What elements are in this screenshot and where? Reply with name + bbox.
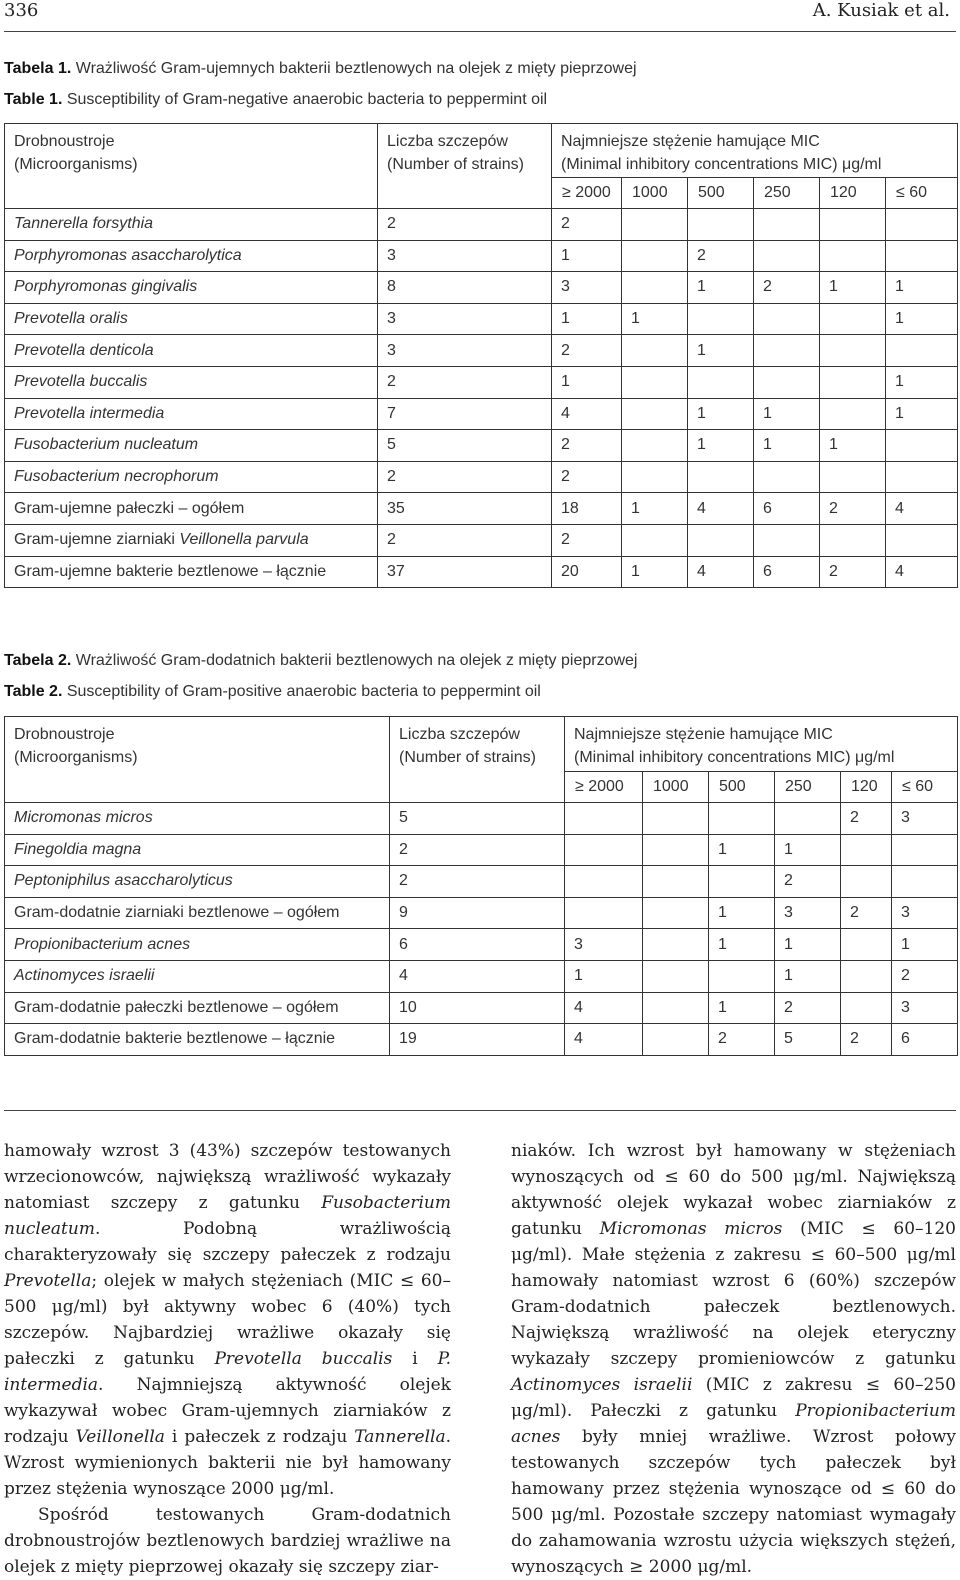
strain-count: 2 [378, 366, 552, 398]
organism-name: Gram-dodatnie pałeczki beztlenowe – ogółem [5, 992, 390, 1024]
mic-value [643, 960, 709, 992]
mic-value [709, 960, 775, 992]
mic-value [892, 834, 958, 866]
mic-value [688, 461, 754, 493]
strain-count: 3 [378, 240, 552, 272]
organism-name: Finegoldia magna [5, 834, 390, 866]
mic-value [565, 866, 643, 898]
mic-value [841, 834, 892, 866]
organism-name: Prevotella oralis [5, 303, 378, 335]
mic-value: 1 [892, 929, 958, 961]
mic-value: 1 [688, 335, 754, 367]
body-text-span: ; olejek w małych stężeniach (MIC ≤ 60–500 μg/ml) był aktywny wobec 6 (40%) tych szczepów. Najbardziej wrażliwe okazały się pałeczki z gatunku [4, 1271, 451, 1369]
strain-count: 4 [390, 960, 565, 992]
mic-value [622, 209, 688, 241]
mic-value [820, 209, 886, 241]
mic-value [886, 461, 958, 493]
mic-value: 3 [892, 897, 958, 929]
strain-count: 3 [378, 303, 552, 335]
mic-value: 4 [552, 398, 622, 430]
mic-value [886, 430, 958, 462]
strain-count: 2 [390, 834, 565, 866]
table-row [5, 272, 958, 304]
table-row [5, 556, 958, 588]
running-header [0, 0, 960, 22]
organism-name-text: Gram-ujemne ziarniaki [14, 531, 180, 549]
mic-value: 2 [820, 493, 886, 525]
mic-value: 1 [622, 556, 688, 588]
strain-count: 35 [378, 493, 552, 525]
mic-value: 2 [841, 1024, 892, 1056]
table-row [5, 1024, 958, 1056]
mic-value: 3 [775, 897, 841, 929]
mic-value [565, 803, 643, 835]
strain-count: 6 [390, 929, 565, 961]
mic-value [622, 430, 688, 462]
organism-name: Peptoniphilus asaccharolyticus [5, 866, 390, 898]
mic-value: 1 [886, 366, 958, 398]
header-text: Najmniejsze stężenie hamujące MIC [574, 726, 833, 743]
strain-count: 3 [378, 335, 552, 367]
body-text-span: (MIC ≤ 60–120 μg/ml). Małe stężenia z zakresu ≤ 60–500 μg/ml hamowały natomiast wzrost 6 (60%) szczepów Gram-dodatnich pałeczek beztlenowych. Największą wrażliwość na olejek eteryczny wykazały szczepy promieniowców z gatunku [511, 1219, 956, 1369]
table2-title-pl: Wrażliwość Gram-dodatnich bakterii beztlenowych na olejek z mięty pieprzowej [75, 652, 638, 669]
mic-value: 5 [775, 1024, 841, 1056]
strain-count: 37 [378, 556, 552, 588]
body-paragraph [4, 1138, 451, 1502]
header-text: Liczba szczepów [399, 726, 520, 743]
mic-value [688, 209, 754, 241]
mic-value [886, 240, 958, 272]
mic-value: 2 [552, 430, 622, 462]
mic-value: 1 [552, 366, 622, 398]
mic-value: 4 [688, 493, 754, 525]
header-text: Liczba szczepów [387, 133, 508, 150]
organism-name: Prevotella buccalis [5, 366, 378, 398]
header-text: (Number of strains) [399, 749, 536, 766]
mic-level-header: 500 [709, 772, 775, 803]
organism-name: Tannerella forsythia [5, 209, 378, 241]
mic-value: 1 [565, 960, 643, 992]
header-text: (Minimal inhibitory concentrations MIC) μg/ml [574, 749, 895, 766]
mic-value: 1 [775, 834, 841, 866]
mic-level-header: 250 [754, 178, 820, 209]
body-text-span: Prevotella [4, 1271, 92, 1291]
mic-value: 2 [775, 992, 841, 1024]
body-text-span: . Podobną wrażliwością charakteryzowały się szczepy pałeczek z rodzaju [4, 1219, 451, 1265]
body-text-span: Spośród testowanych Gram-dodatnich drobnoustrojów beztlenowych bardziej wrażliwe na olejek z mięty pieprzowej okazały się szczepy ziar- [4, 1505, 451, 1577]
mic-value [754, 461, 820, 493]
body-text-span: P. intermedia [4, 1349, 451, 1395]
organism-name: Fusobacterium nucleatum [5, 430, 378, 462]
mic-value [820, 303, 886, 335]
table-row [5, 866, 958, 898]
body-rule [4, 1110, 956, 1111]
table-row [5, 240, 958, 272]
organism-name: Gram-ujemne bakterie beztlenowe – łącznie [5, 556, 378, 588]
body-text-span: Prevotella buccalis [214, 1349, 393, 1369]
mic-value: 1 [552, 240, 622, 272]
table1-header-mic [552, 124, 958, 178]
mic-value [565, 834, 643, 866]
body-text-span: . Najmniejszą aktywność olejek wykazywał wobec Gram-ujemnych ziarniaków z rodzaju [4, 1375, 451, 1447]
mic-value [820, 240, 886, 272]
strain-count: 2 [378, 209, 552, 241]
table-row [5, 524, 958, 556]
mic-value: 1 [552, 303, 622, 335]
mic-value [565, 897, 643, 929]
table1-header-microorganisms [5, 124, 378, 209]
mic-level-header: 120 [841, 772, 892, 803]
mic-value [622, 398, 688, 430]
table2 [4, 716, 958, 1056]
strain-count: 8 [378, 272, 552, 304]
mic-value [754, 524, 820, 556]
mic-value: 1 [622, 303, 688, 335]
mic-value [622, 240, 688, 272]
page-number: 336 [4, 0, 39, 21]
mic-value [841, 960, 892, 992]
strain-count: 2 [378, 524, 552, 556]
mic-value: 2 [892, 960, 958, 992]
mic-value: 2 [552, 524, 622, 556]
mic-value: 2 [820, 556, 886, 588]
strain-count: 7 [378, 398, 552, 430]
mic-value: 4 [565, 992, 643, 1024]
mic-value: 20 [552, 556, 622, 588]
mic-value [820, 524, 886, 556]
table-row [5, 398, 958, 430]
mic-value [754, 335, 820, 367]
strain-count: 2 [390, 866, 565, 898]
mic-value: 1 [709, 897, 775, 929]
mic-level-header: ≥ 2000 [565, 772, 643, 803]
mic-value: 2 [688, 240, 754, 272]
mic-value [754, 240, 820, 272]
body-text-span: i [392, 1349, 438, 1369]
body-text-span: Veillonella [75, 1427, 165, 1447]
mic-level-header: 120 [820, 178, 886, 209]
mic-value [886, 209, 958, 241]
table-row [5, 929, 958, 961]
header-text: Drobnoustroje [14, 133, 115, 150]
header-rule [4, 31, 956, 32]
table-row [5, 834, 958, 866]
mic-value: 2 [552, 335, 622, 367]
body-column-left [4, 1138, 451, 1580]
mic-value: 1 [709, 929, 775, 961]
organism-name: Gram-ujemne pałeczki – ogółem [5, 493, 378, 525]
mic-value: 2 [775, 866, 841, 898]
mic-value [643, 929, 709, 961]
running-authors: A. Kusiak et al. [812, 0, 950, 21]
mic-value: 6 [754, 493, 820, 525]
mic-value: 2 [709, 1024, 775, 1056]
mic-value [643, 992, 709, 1024]
mic-value: 6 [754, 556, 820, 588]
table1-label-pl: Tabela 1. [4, 60, 72, 77]
strain-count: 5 [390, 803, 565, 835]
mic-value: 6 [892, 1024, 958, 1056]
mic-level-header: 1000 [643, 772, 709, 803]
body-text-span: (MIC z zakresu ≤ 60–250 μg/ml). Pałeczki z gatunku [511, 1375, 956, 1421]
mic-value [688, 366, 754, 398]
mic-value [820, 366, 886, 398]
table1-caption-pl [4, 60, 637, 78]
mic-value: 1 [754, 398, 820, 430]
mic-level-header: ≥ 2000 [552, 178, 622, 209]
table2-header-microorganisms [5, 717, 390, 803]
organism-name: Propionibacterium acnes [5, 929, 390, 961]
mic-value: 1 [688, 430, 754, 462]
body-text-span: Propionibacterium acnes [511, 1401, 956, 1447]
table2-label-pl: Tabela 2. [4, 652, 72, 669]
mic-value: 2 [552, 209, 622, 241]
mic-value: 4 [565, 1024, 643, 1056]
body-text-span: niaków. Ich wzrost był hamowany w stężeniach wynoszących od ≤ 60 do 500 μg/ml. Największą aktywność olejek wykazał wobec ziarniaków z gatunku [511, 1141, 956, 1239]
mic-value [886, 524, 958, 556]
mic-value [820, 398, 886, 430]
mic-value [643, 1024, 709, 1056]
mic-value: 2 [841, 803, 892, 835]
mic-value [754, 366, 820, 398]
mic-value: 1 [688, 272, 754, 304]
table-row [5, 366, 958, 398]
table1-title-en: Susceptibility of Gram-negative anaerobic bacteria to peppermint oil [66, 91, 548, 108]
organism-name: Gram-dodatnie bakterie beztlenowe – łącznie [5, 1024, 390, 1056]
header-text: (Number of strains) [387, 156, 524, 173]
organism-name-text: Veillonella parvula [179, 531, 309, 549]
mic-value [622, 366, 688, 398]
mic-value: 4 [688, 556, 754, 588]
table1 [4, 123, 958, 588]
mic-value: 1 [886, 303, 958, 335]
strain-count: 2 [378, 461, 552, 493]
body-text-span: były mniej wrażliwe. Wzrost połowy testowanych szczepów tych pałeczek był hamowany przez stężenia wynoszące od ≤ 60 do 500 μg/ml. Pozostałe szczepy natomiast wymagały do zahamowania wzrostu użycia większych stężeń, wynoszących ≥ 2000 μg/ml. [511, 1427, 956, 1577]
mic-value [892, 866, 958, 898]
mic-value: 3 [565, 929, 643, 961]
table-row [5, 897, 958, 929]
organism-name: Actinomyces israelii [5, 960, 390, 992]
mic-value [622, 335, 688, 367]
mic-value: 18 [552, 493, 622, 525]
mic-level-header: 1000 [622, 178, 688, 209]
mic-value [622, 461, 688, 493]
table2-caption-pl [4, 652, 637, 670]
mic-value [841, 866, 892, 898]
mic-value: 2 [841, 897, 892, 929]
body-text-span: . Wzrost wymienionych bakterii nie był hamowany przez stężenia wynoszące 2000 μg/ml. [4, 1427, 451, 1499]
mic-value [688, 524, 754, 556]
body-text-span: Fusobacterium nucleatum [4, 1193, 451, 1239]
body-column-right [511, 1138, 956, 1580]
header-text: (Microorganisms) [14, 156, 138, 173]
mic-value: 1 [820, 272, 886, 304]
table2-label-en: Table 2. [4, 683, 63, 700]
mic-value [841, 929, 892, 961]
mic-value: 4 [886, 556, 958, 588]
strain-count: 10 [390, 992, 565, 1024]
header-text: Drobnoustroje [14, 726, 115, 743]
header-text: Najmniejsze stężenie hamujące MIC [561, 133, 820, 150]
mic-value [754, 303, 820, 335]
mic-value [688, 303, 754, 335]
mic-value [775, 803, 841, 835]
mic-value: 1 [754, 430, 820, 462]
mic-value: 2 [552, 461, 622, 493]
table2-header-mic [565, 717, 958, 772]
table1-label-en: Table 1. [4, 91, 63, 108]
mic-level-header: ≤ 60 [892, 772, 958, 803]
organism-name: Fusobacterium necrophorum [5, 461, 378, 493]
organism-name: Micromonas micros [5, 803, 390, 835]
table-row [5, 209, 958, 241]
organism-name [5, 524, 378, 556]
body-text-span: Micromonas micros [599, 1219, 783, 1239]
header-text: (Minimal inhibitory concentrations MIC) μg/ml [561, 156, 882, 173]
organism-name: Prevotella intermedia [5, 398, 378, 430]
mic-value [841, 992, 892, 1024]
body-paragraph [4, 1502, 451, 1580]
table-row [5, 803, 958, 835]
mic-value: 4 [886, 493, 958, 525]
mic-value [886, 335, 958, 367]
body-text-span: Tannerella [354, 1427, 446, 1447]
mic-value [643, 803, 709, 835]
mic-value [754, 209, 820, 241]
body-paragraph [511, 1138, 956, 1580]
mic-value: 1 [820, 430, 886, 462]
mic-value [820, 461, 886, 493]
mic-value [709, 803, 775, 835]
mic-value: 1 [709, 992, 775, 1024]
table-row [5, 335, 958, 367]
body-text-span: Actinomyces israelii [511, 1375, 693, 1395]
mic-value [643, 834, 709, 866]
mic-value [820, 335, 886, 367]
mic-value [622, 272, 688, 304]
table2-caption-en [4, 683, 541, 701]
mic-value: 1 [886, 398, 958, 430]
table2-title-en: Susceptibility of Gram-positive anaerobic bacteria to peppermint oil [66, 683, 541, 700]
organism-name: Porphyromonas asaccharolytica [5, 240, 378, 272]
table-row [5, 992, 958, 1024]
strain-count: 5 [378, 430, 552, 462]
body-text-span: i pałeczek z rodzaju [164, 1427, 355, 1447]
mic-value [709, 866, 775, 898]
mic-value [643, 866, 709, 898]
strain-count: 19 [390, 1024, 565, 1056]
table-row [5, 303, 958, 335]
mic-value: 3 [552, 272, 622, 304]
mic-level-header: ≤ 60 [886, 178, 958, 209]
table2-header-strains [390, 717, 565, 803]
organism-name: Prevotella denticola [5, 335, 378, 367]
mic-level-header: 500 [688, 178, 754, 209]
mic-value: 2 [754, 272, 820, 304]
header-text: (Microorganisms) [14, 749, 138, 766]
mic-value: 1 [775, 960, 841, 992]
table1-header-strains [378, 124, 552, 209]
mic-level-header: 250 [775, 772, 841, 803]
mic-value: 1 [709, 834, 775, 866]
mic-value: 1 [622, 493, 688, 525]
body-text-span: hamowały wzrost 3 (43%) szczepów testowanych wrzecionowców, największą wrażliwość wykazały natomiast szczepy z gatunku [4, 1141, 451, 1213]
strain-count: 9 [390, 897, 565, 929]
mic-value: 1 [775, 929, 841, 961]
table-row [5, 960, 958, 992]
mic-value: 1 [688, 398, 754, 430]
mic-value: 3 [892, 992, 958, 1024]
organism-name: Porphyromonas gingivalis [5, 272, 378, 304]
table1-caption-en [4, 91, 547, 109]
table-row [5, 461, 958, 493]
mic-value [622, 524, 688, 556]
organism-name: Gram-dodatnie ziarniaki beztlenowe – ogółem [5, 897, 390, 929]
mic-value: 3 [892, 803, 958, 835]
table-row [5, 430, 958, 462]
table1-title-pl: Wrażliwość Gram-ujemnych bakterii beztlenowych na olejek z mięty pieprzowej [75, 60, 637, 77]
table-row [5, 493, 958, 525]
mic-value: 1 [886, 272, 958, 304]
mic-value [643, 897, 709, 929]
